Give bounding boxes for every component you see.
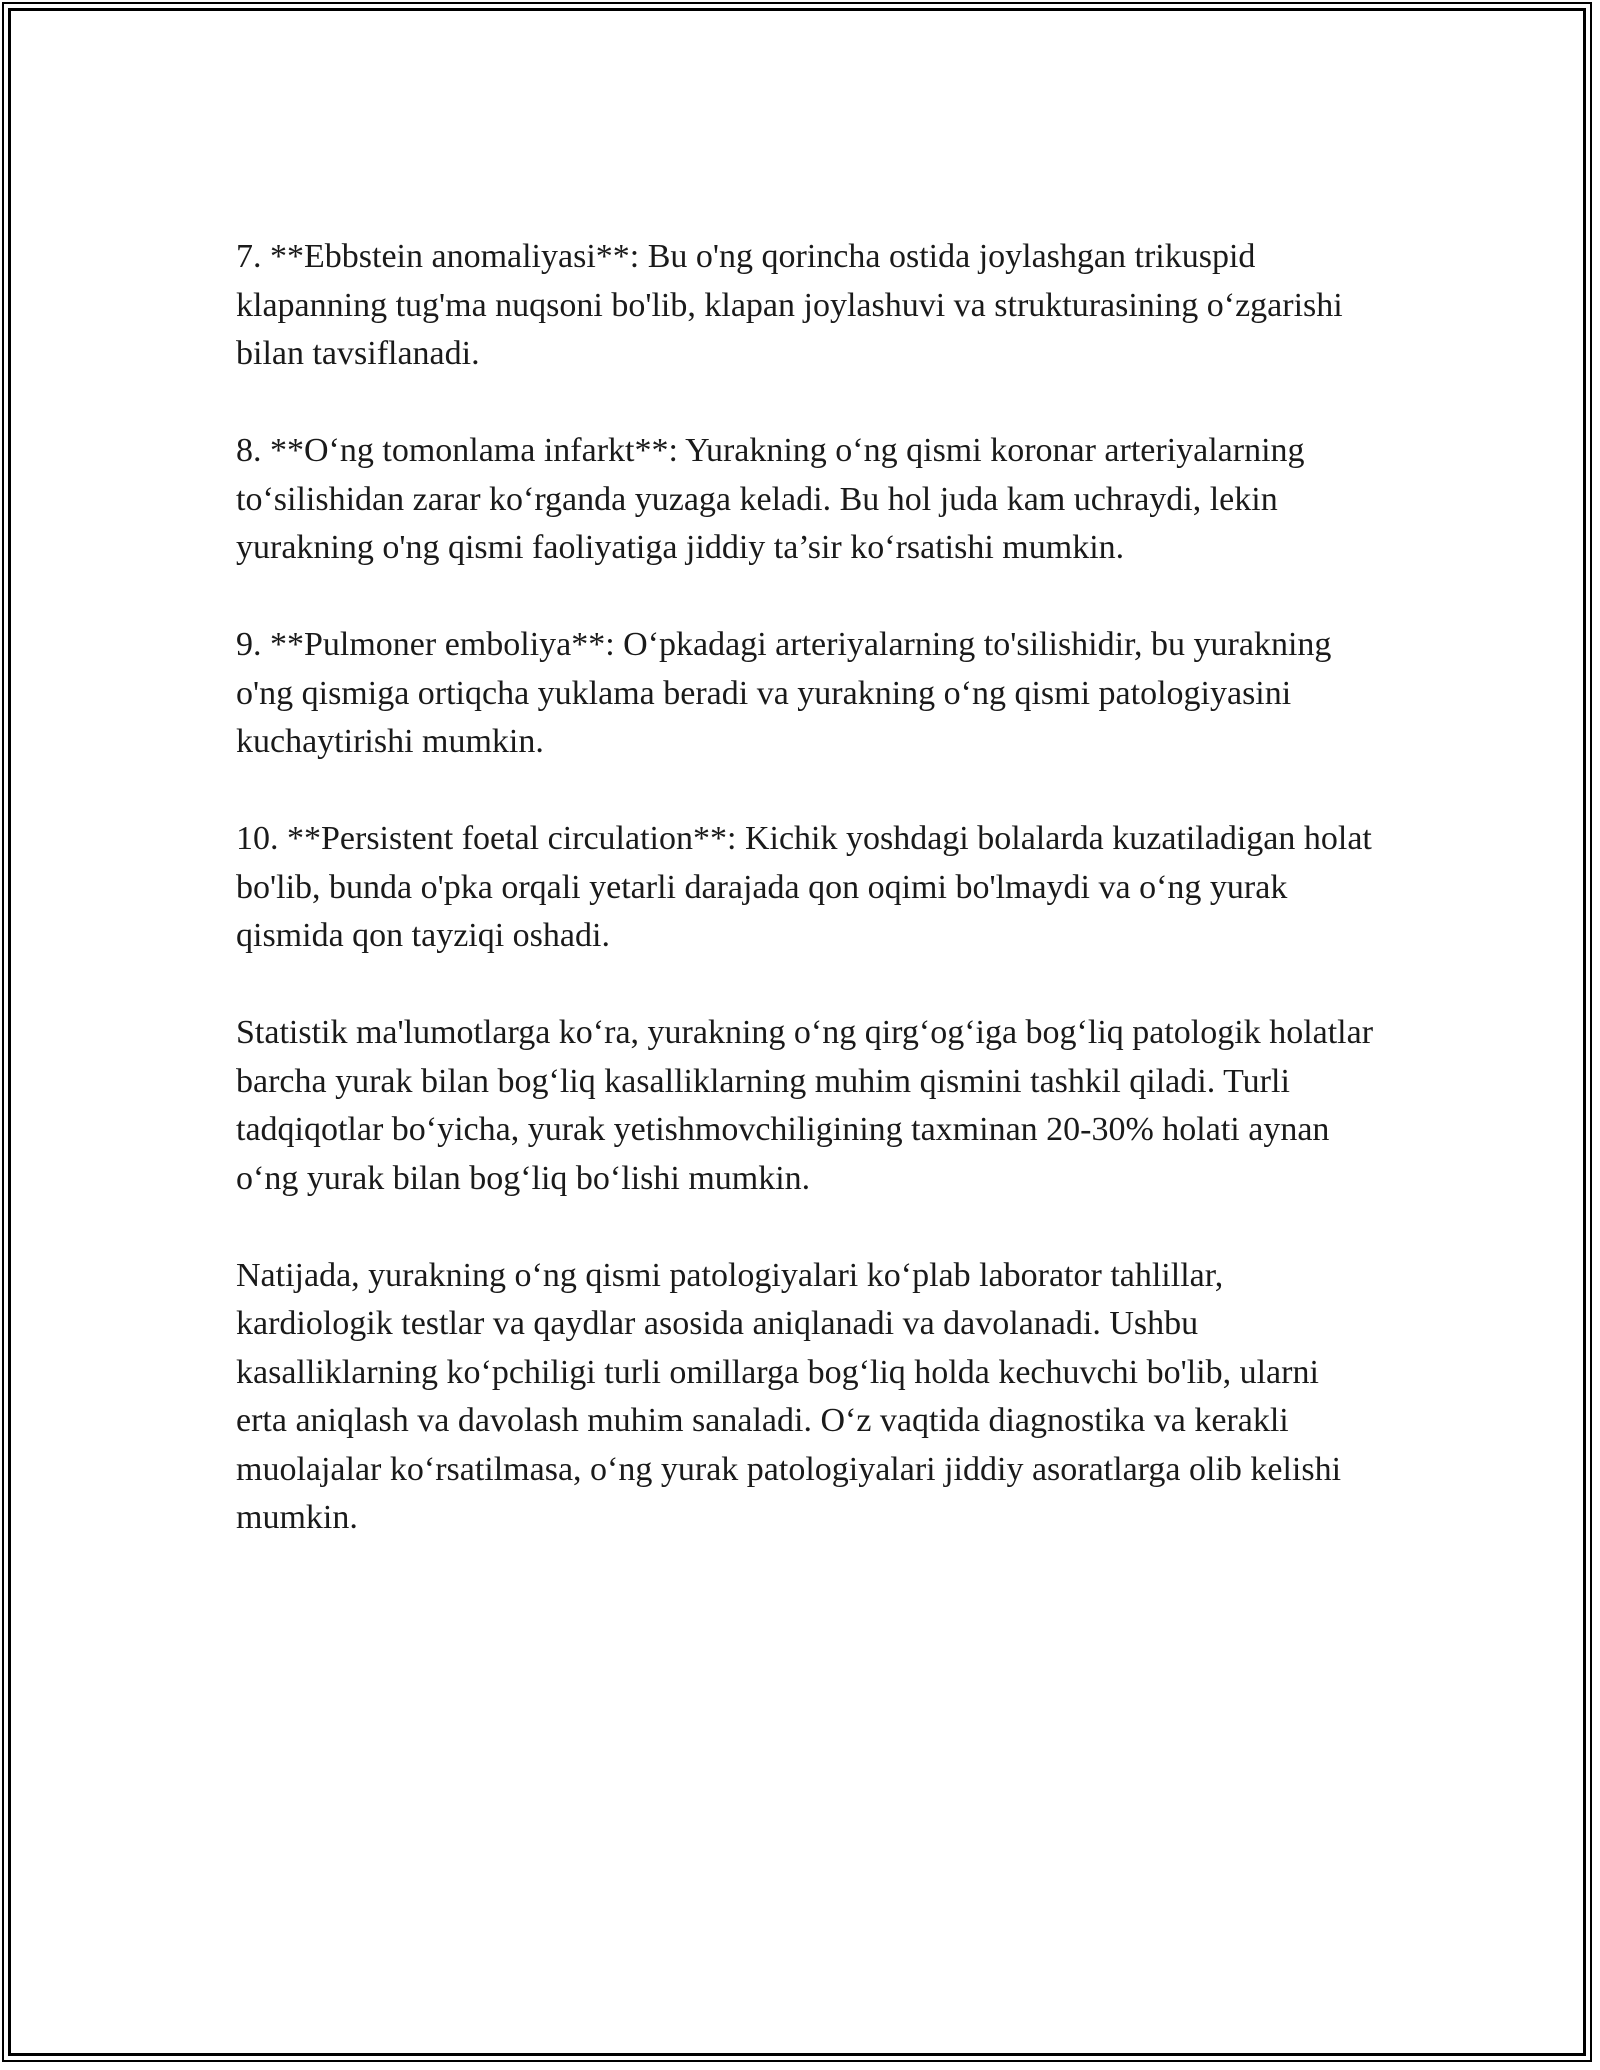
document-body xyxy=(236,233,1376,1543)
paragraph-conclusion: Natijada, yurakning o‘ng qismi patologiyalari ko‘plab laborator tahlillar, kardiologik testlar va qaydlar asosida aniqlanadi va davolanadi. Ushbu kasalliklarning ko‘pchiligi turli omillarga bog‘liq holda kechuvchi bo'lib, ularni erta aniqlash va davolash muhim sanaladi. O‘z vaqtida diagnostika va kerakli muolajalar ko‘rsatilmasa, o‘ng yurak patologiyalari jiddiy asoratlarga olib kelishi mumkin. xyxy=(236,1256,1342,1536)
paragraph-ebbstein-anomaly: 7. **Ebbstein anomaliyasi**: Bu o'ng qorincha ostida joylashgan trikuspid klapanning tug'ma nuqsoni bo'lib, klapan joylashuvi va strukturasining o‘zgarishi bilan tavsiflanadi. xyxy=(236,238,1343,372)
paragraph-persistent-foetal-circulation: 10. **Persistent foetal circulation**: Kichik yoshdagi bolalarda kuzatiladigan holat bo'lib, bunda o'pka orqali yetarli darajada qon oqimi bo'lmaydi va o‘ng yurak qismida qon tayziqi oshadi. xyxy=(236,820,1372,954)
paragraph-pulmonary-embolism: 9. **Pulmoner emboliya**: O‘pkadagi arteriyalarning to'silishidir, bu yurakning o'ng qismiga ortiqcha yuklama beradi va yurakning o‘ng qismi patologiyasini kuchaytirishi mumkin. xyxy=(236,626,1332,760)
paragraph-right-sided-infarction: 8. **O‘ng tomonlama infarkt**: Yurakning o‘ng qismi koronar arteriyalarning to‘silishidan zarar ko‘rganda yuzaga keladi. Bu hol juda kam uchraydi, lekin yurakning o'ng qismi faoliyatiga jiddiy ta’sir ko‘rsatishi mumkin. xyxy=(236,432,1305,566)
paragraph-statistics: Statistik ma'lumotlarga ko‘ra, yurakning o‘ng qirg‘og‘iga bog‘liq patologik holatlar barcha yurak bilan bog‘liq kasalliklarning muhim qismini tashkil qiladi. Turli tadqiqotlar bo‘yicha, yurak yetishmovchiligining taxminan 20-30% holati aynan o‘ng yurak bilan bog‘liq bo‘lishi mumkin. xyxy=(236,1014,1374,1197)
